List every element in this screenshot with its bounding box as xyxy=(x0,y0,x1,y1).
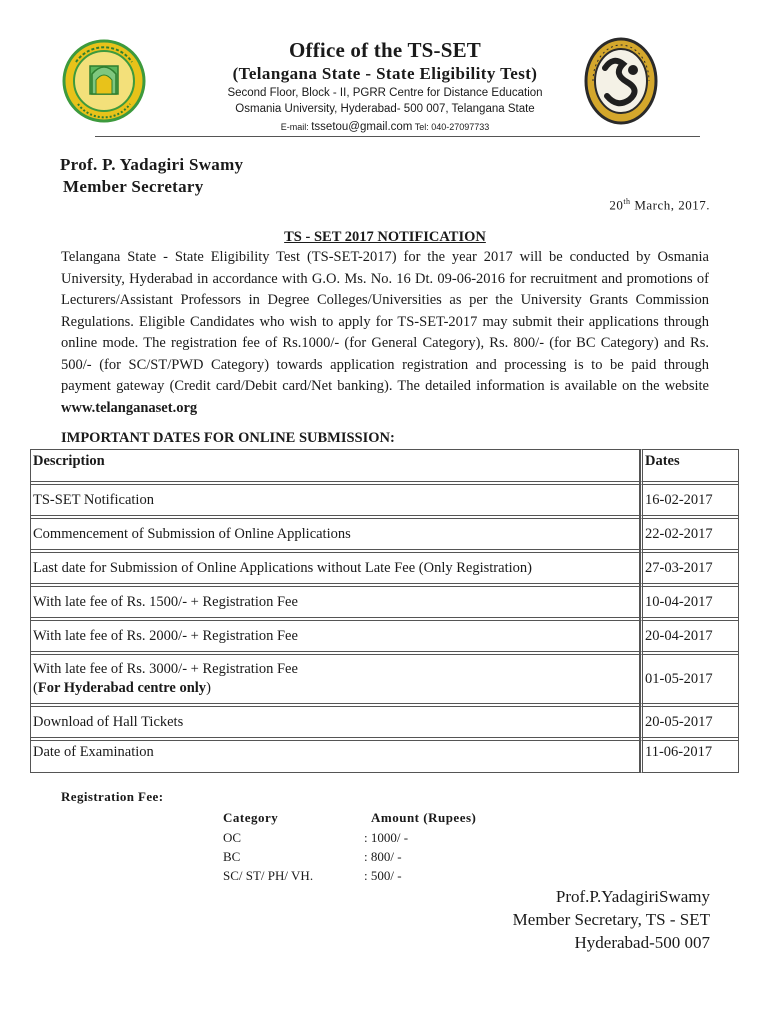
row-description: With late fee of Rs. 1500/- + Registration Fee xyxy=(30,586,640,618)
table-row xyxy=(30,484,739,516)
office-title: Office of the TS-SET xyxy=(288,38,482,62)
row-date: 20-05-2017 xyxy=(640,706,739,738)
table-row xyxy=(30,518,739,550)
row-date: 16-02-2017 xyxy=(640,484,739,516)
fee-category: SC/ ST/ PH/ VH. xyxy=(223,868,314,883)
sender-role: Member Secretary xyxy=(63,177,204,196)
row-description-note: For Hyderabad centre only xyxy=(37,680,207,696)
important-dates-heading: IMPORTANT DATES FOR ONLINE SUBMISSION: xyxy=(61,430,395,446)
signature-block xyxy=(513,885,710,954)
row-date: 10-04-2017 xyxy=(640,586,739,618)
table-row xyxy=(30,552,739,584)
fee-amount: : 1000/ - xyxy=(364,830,409,845)
table-row xyxy=(30,654,739,704)
contact-line xyxy=(0,121,770,133)
col-description-header: Description xyxy=(33,453,105,469)
address-line-1: Second Floor, Block - II, PGRR Centre for Distance Education xyxy=(227,87,543,99)
notification-body-text: Telangana State - State Eligibility Test (TS-SET-2017) for the year 2017 will be conducted by Osmania University, Hyderabad in accordance with G.O. Ms. No. 16 Dt. 09-06-2016 for recruitment and promotions of Lecturers/Assistant Professors in Degree Colleges/Universities as per the University Grants Commission Regulations. Eligible Candidates who wish to apply for TS-SET-2017 may submit their applications through online mode. The registration fee of Rs.1000/- (for General Category), Rs. 800/- (for BC Category) and Rs. 500/- (for SC/ST/PWD Category) towards application registration and processing is to be paid through payment gateway (Credit card/Debit card/Net banking). The detailed information is available on the website xyxy=(61,249,709,394)
table-row xyxy=(30,586,739,618)
important-dates-table xyxy=(30,449,739,773)
fee-category: OC xyxy=(223,830,242,845)
col-dates-header: Dates xyxy=(645,453,680,469)
row-description-text: With late fee of Rs. 3000/- + Registration Fee xyxy=(33,661,298,677)
header-divider xyxy=(95,136,700,137)
telephone: Tel: 040-27097733 xyxy=(414,122,490,132)
fee-col-amount: Amount (Rupees) xyxy=(371,810,477,825)
row-description: TS-SET Notification xyxy=(30,484,640,516)
address-line-2: Osmania University, Hyderabad- 500 007, Telangana State xyxy=(235,103,535,115)
table-row xyxy=(30,620,739,652)
row-date: 20-04-2017 xyxy=(640,620,739,652)
fee-amount: : 500/ - xyxy=(364,868,402,883)
row-description: With late fee of Rs. 2000/- + Registration Fee xyxy=(30,620,640,652)
email-label: E-mail: xyxy=(280,122,309,132)
row-description: Commencement of Submission of Online Applications xyxy=(30,518,640,550)
row-date: 27-03-2017 xyxy=(640,552,739,584)
website-link[interactable]: www.telanganaset.org xyxy=(61,399,198,416)
date-suffix: th xyxy=(623,197,631,206)
date-rest: March, 2017. xyxy=(630,197,710,213)
signature-role: Member Secretary, TS - SET xyxy=(512,910,710,929)
sender-name: Prof. P. Yadagiri Swamy xyxy=(60,155,244,174)
row-description: With late fee of Rs. 3000/- + Registration Fee (For Hyderabad centre only) xyxy=(30,654,640,704)
row-description: Download of Hall Tickets xyxy=(30,706,640,738)
notification-title: TS - SET 2017 NOTIFICATION xyxy=(284,229,486,245)
registration-fee-label: Registration Fee: xyxy=(61,789,164,804)
row-description: Date of Examination xyxy=(30,740,640,773)
letter-date xyxy=(609,197,710,213)
row-date: 11-06-2017 xyxy=(640,740,739,773)
notification-body xyxy=(61,247,709,419)
table-header-row xyxy=(30,449,739,482)
table-row xyxy=(30,740,739,773)
row-date: 22-02-2017 xyxy=(640,518,739,550)
fee-col-category: Category xyxy=(223,810,279,825)
email-address[interactable]: tssetou@gmail.com xyxy=(311,121,413,133)
row-description: Last date for Submission of Online Applications without Late Fee (Only Registration) xyxy=(30,552,640,584)
row-date: 01-05-2017 xyxy=(640,654,739,704)
date-day: 20 xyxy=(609,197,624,213)
fee-amount: : 800/ - xyxy=(364,849,402,864)
office-subtitle: (Telangana State - State Eligibility Test) xyxy=(232,64,538,83)
table-row xyxy=(30,706,739,738)
fee-category: BC xyxy=(223,849,241,864)
signature-name: Prof.P.YadagiriSwamy xyxy=(555,887,710,906)
signature-location: Hyderabad-500 007 xyxy=(574,933,710,952)
